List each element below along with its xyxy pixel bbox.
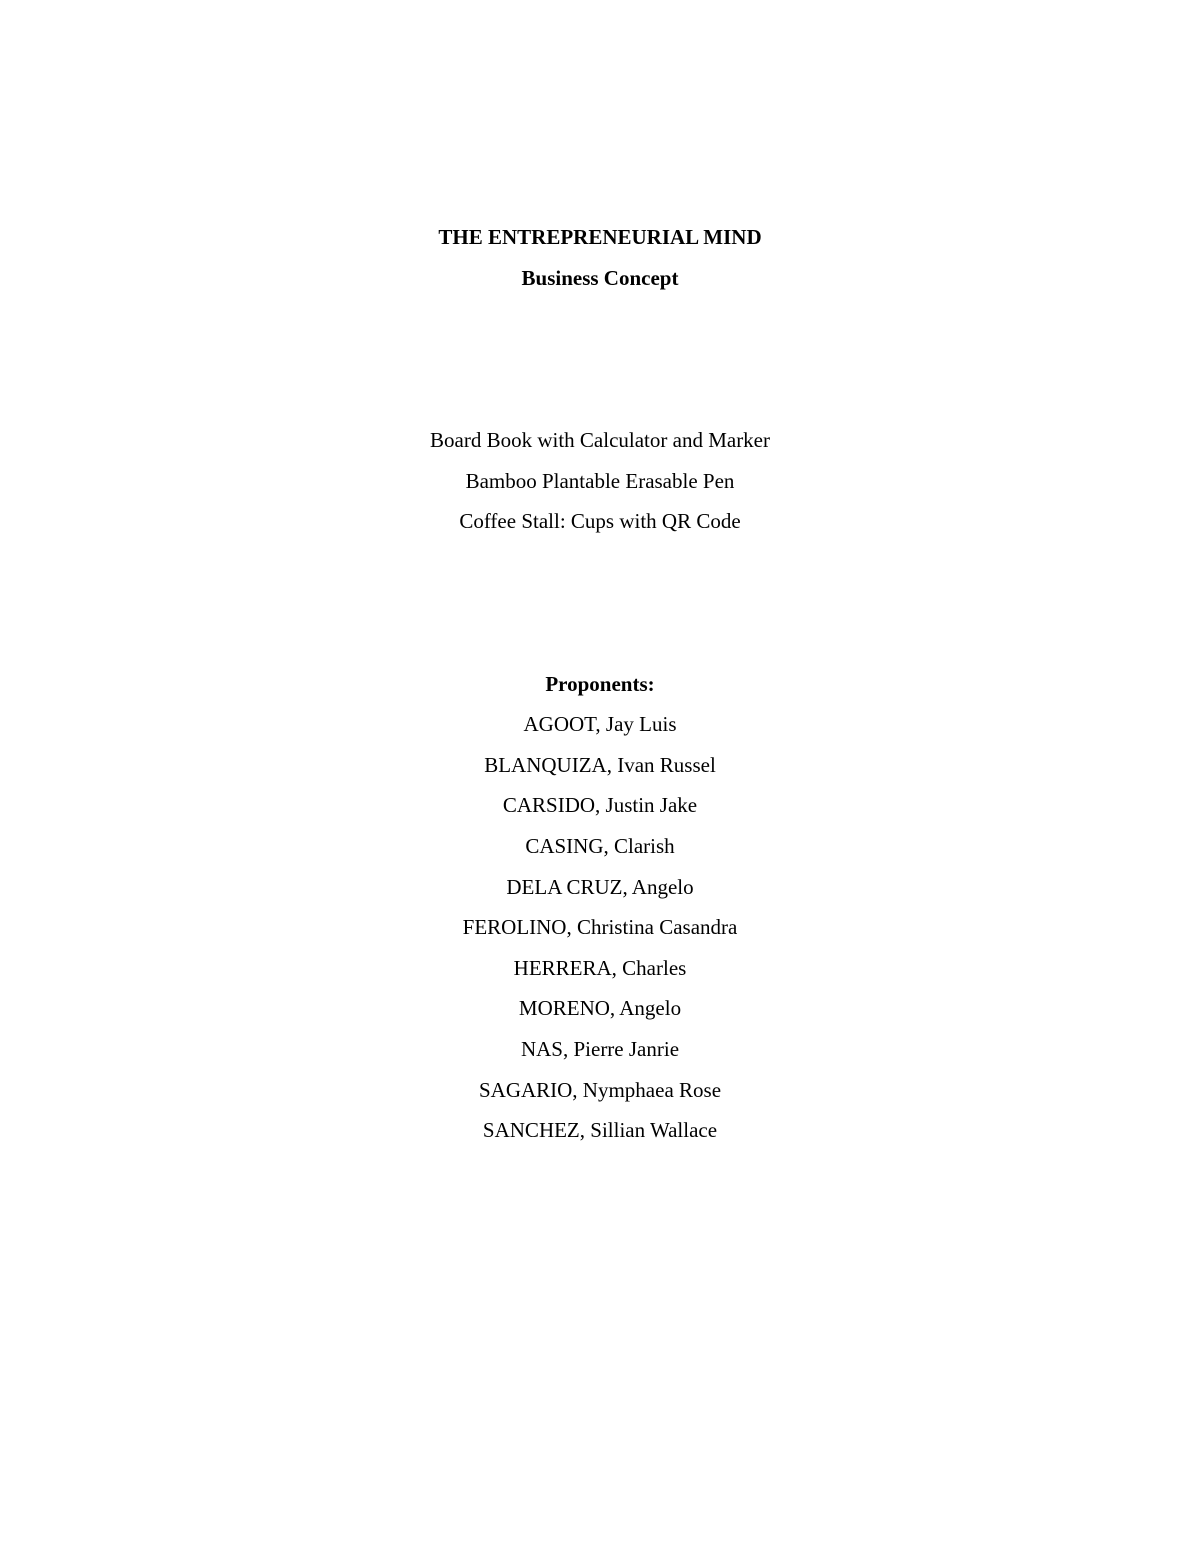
proponents-heading: Proponents: [545, 672, 655, 696]
proponent-name: BLANQUIZA, Ivan Russel [484, 753, 716, 777]
proponent-name: HERRERA, Charles [513, 956, 687, 980]
concept-item: Bamboo Plantable Erasable Pen [465, 469, 735, 493]
proponent-name: CASING, Clarish [525, 834, 675, 858]
document-subtitle: Business Concept [521, 266, 679, 290]
proponent-name: SANCHEZ, Sillian Wallace [482, 1118, 718, 1142]
proponent-name: FEROLINO, Christina Casandra [462, 915, 738, 939]
proponent-name: AGOOT, Jay Luis [523, 712, 677, 736]
proponent-name: CARSIDO, Justin Jake [502, 793, 698, 817]
proponent-name: MORENO, Angelo [518, 996, 682, 1020]
document-title: THE ENTREPRENEURIAL MIND [438, 225, 762, 249]
concept-item: Board Book with Calculator and Marker [430, 428, 770, 452]
proponent-name: DELA CRUZ, Angelo [506, 875, 694, 899]
proponent-name: NAS, Pierre Janrie [520, 1037, 680, 1061]
proponent-name: SAGARIO, Nymphaea Rose [478, 1078, 722, 1102]
concept-item: Coffee Stall: Cups with QR Code [459, 509, 741, 533]
